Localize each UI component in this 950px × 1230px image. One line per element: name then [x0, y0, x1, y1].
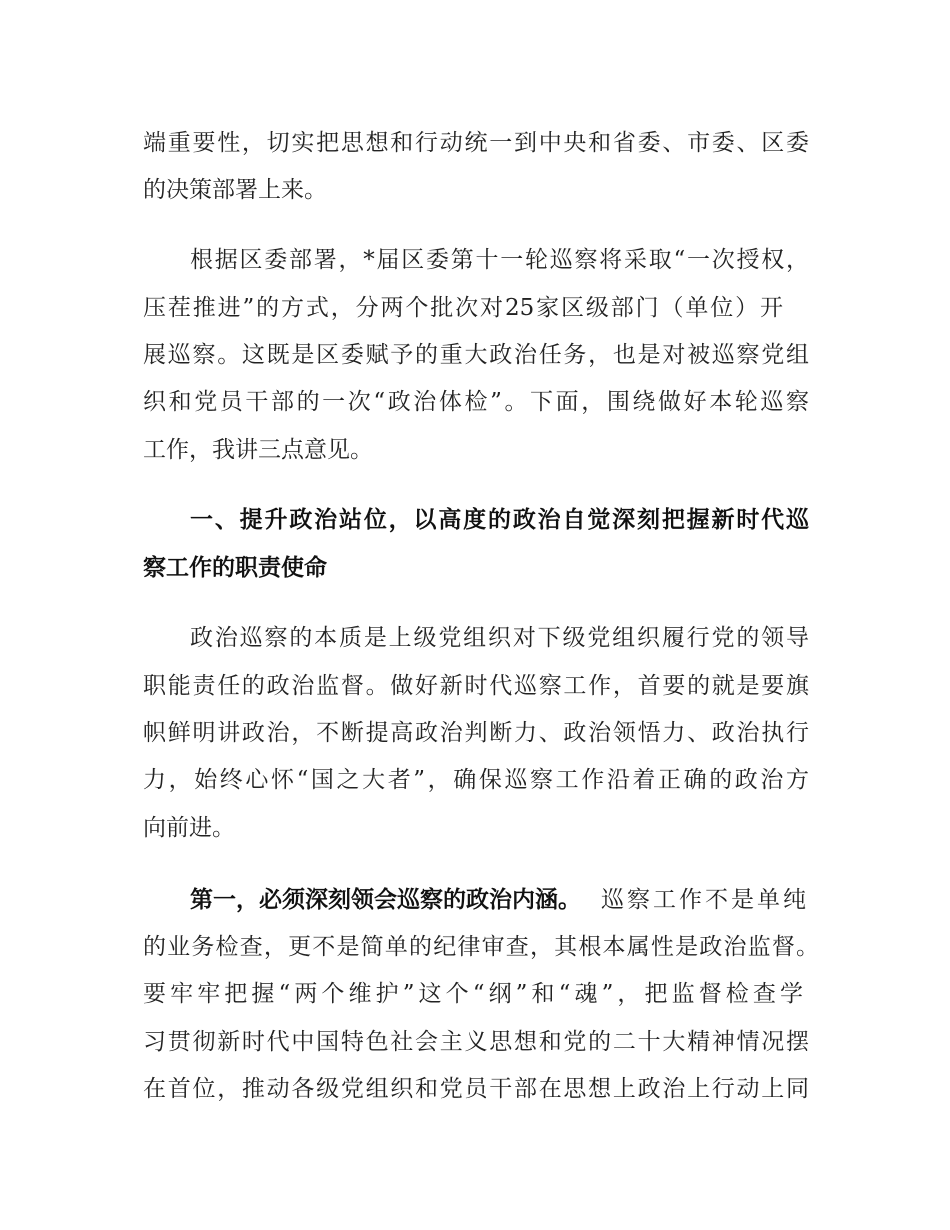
text-line	[190, 885, 809, 915]
text-line: 在首位，推动各级党组织和党员干部在思想上政治上行动上同	[143, 1076, 809, 1102]
text-line: 的业务检查，更不是简单的纪律审查，其根本属性是政治监督。	[143, 934, 819, 960]
text-line: 政治巡察的本质是上级党组织对下级党组织履行党的领导	[190, 625, 809, 651]
text-line: 端重要性，切实把思想和行动统一到中央和省委、市委、区委	[143, 130, 809, 156]
text-line: 职能责任的政治监督。做好新时代巡察工作，首要的就是要旗	[143, 673, 809, 699]
text-line: 织和党员干部的一次“政治体检”。下面，围绕做好本轮巡察	[143, 389, 809, 415]
heading-line: 一、提升政治站位，以高度的政治自觉深刻把握新时代巡	[190, 507, 809, 533]
text-line: 压茬推进”的方式，分两个批次对25家区级部门（单位）开	[143, 295, 783, 321]
heading-line: 察工作的职责使命	[143, 555, 327, 581]
text-line: 要牢牢把握“两个维护”这个“纲”和“魂”，把监督检查学	[143, 981, 803, 1007]
text-line: 的决策部署上来。	[143, 177, 327, 203]
text-line: 力，始终心怀“国之大者”，确保巡察工作沿着正确的政治方	[143, 767, 809, 793]
text-line: 根据区委部署，*届区委第十一轮巡察将采取“一次授权，	[190, 247, 809, 273]
text-line: 帜鲜明讲政治，不断提高政治判断力、政治领悟力、政治执行	[143, 720, 809, 746]
bold-lead-sentence: 第一，必须深刻领会巡察的政治内涵。	[190, 887, 581, 913]
text-line: 工作，我讲三点意见。	[143, 437, 373, 463]
text-line: 向前进。	[143, 815, 235, 841]
text-line: 习贯彻新时代中国特色社会主义思想和党的二十大精神情况摆	[143, 1029, 809, 1055]
text-run: 巡察工作不是单纯	[601, 887, 809, 913]
text-line: 展巡察。这既是区委赋予的重大政治任务，也是对被巡察党组	[143, 342, 809, 368]
